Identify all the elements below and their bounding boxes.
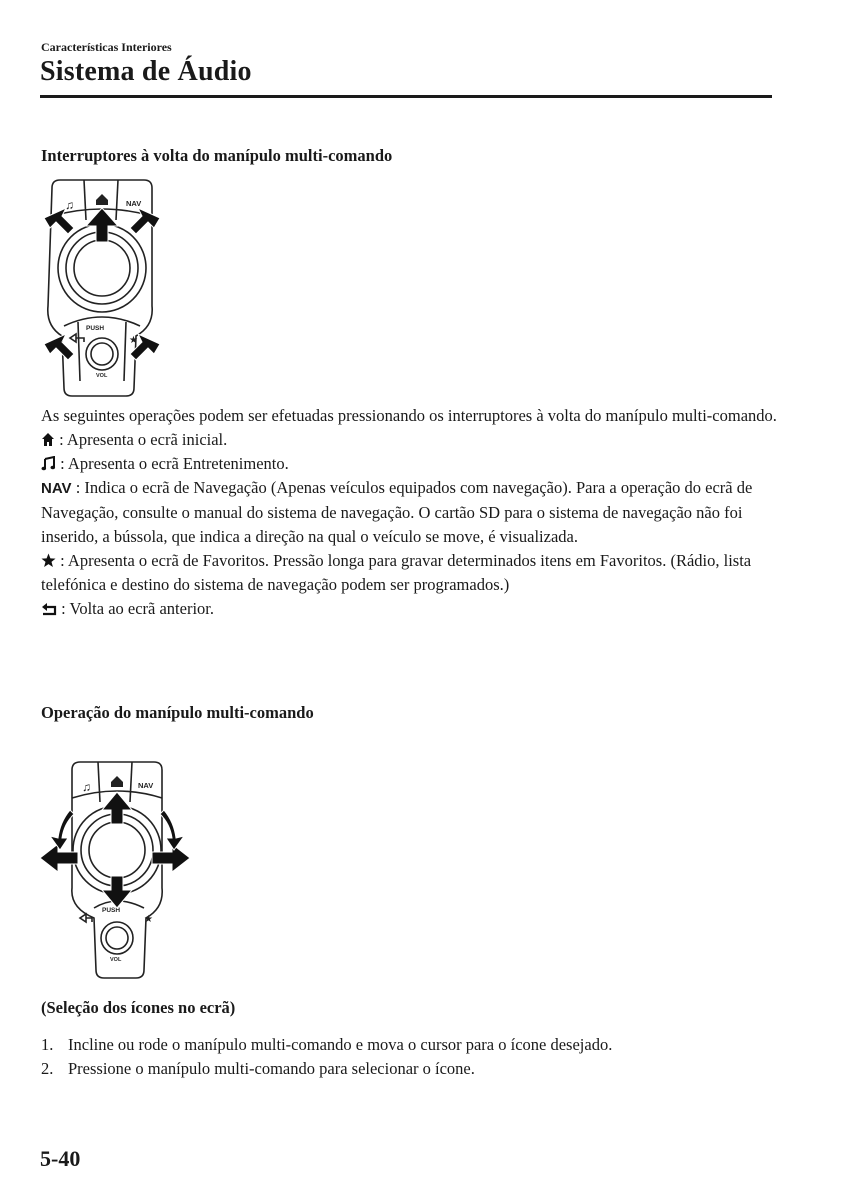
item-star bbox=[41, 549, 781, 597]
nav-icon: NAV bbox=[41, 480, 72, 497]
svg-text:♫: ♫ bbox=[82, 780, 91, 794]
step-number: 1. bbox=[41, 1035, 54, 1054]
step-text: Pressione o manípulo multi-comando para selecionar o ícone. bbox=[68, 1059, 475, 1078]
step-number: 2. bbox=[41, 1059, 54, 1078]
item-back bbox=[41, 597, 781, 621]
item-back-text: : Volta ao ecrã anterior. bbox=[61, 599, 214, 618]
item-music bbox=[41, 452, 781, 476]
section-heading-operation: Operação do manípulo multi-comando bbox=[41, 703, 314, 722]
vol-label: VOL bbox=[96, 373, 108, 379]
commander-operation-figure bbox=[34, 758, 194, 984]
svg-text:♫: ♫ bbox=[65, 198, 74, 212]
nav-button-label: NAV bbox=[126, 199, 142, 208]
section1-body bbox=[41, 404, 781, 621]
steps-list bbox=[41, 1033, 781, 1081]
section-label: Características Interiores bbox=[41, 40, 172, 54]
commander-switches-figure bbox=[34, 176, 174, 402]
back-arrow-icon bbox=[41, 602, 57, 616]
page-title: Sistema de Áudio bbox=[40, 56, 252, 87]
item-star-text: : Apresenta o ecrã de Favoritos. Pressão longa para gravar determinados itens em Favoritos. (Rádio, lista telefónica e destino do sistema de navegação podem ser programados.) bbox=[41, 551, 752, 594]
nav-button-label-2: NAV bbox=[138, 781, 154, 790]
svg-text:★: ★ bbox=[144, 914, 153, 925]
item-nav bbox=[41, 476, 781, 549]
music-note-icon bbox=[41, 456, 56, 471]
list-item bbox=[41, 1057, 781, 1081]
push-label: PUSH bbox=[86, 325, 105, 332]
item-music-text: : Apresenta o ecrã Entretenimento. bbox=[60, 454, 289, 473]
step-text: Incline ou rode o manípulo multi-comando e mova o cursor para o ícone desejado. bbox=[68, 1035, 613, 1054]
page-number: 5-40 bbox=[40, 1146, 81, 1171]
push-label-2: PUSH bbox=[102, 907, 121, 914]
star-icon bbox=[41, 553, 56, 568]
title-rule bbox=[40, 95, 772, 98]
item-home bbox=[41, 428, 781, 452]
item-nav-text: : Indica o ecrã de Navegação (Apenas veículos equipados com navegação). Para a operação do ecrã de Navegação, consulte o manual do sistema de navegação. O cartão SD para o sistema de navegação não foi inserido, a bússola, que indica a direção na qual o veículo se move, é visualizada. bbox=[41, 478, 753, 546]
subheading-icon-selection: (Seleção dos ícones no ecrã) bbox=[41, 998, 236, 1017]
section-heading-switches: Interruptores à volta do manípulo multi-comando bbox=[41, 146, 393, 165]
svg-text:★: ★ bbox=[129, 335, 138, 346]
vol-label-2: VOL bbox=[110, 957, 122, 963]
list-item bbox=[41, 1033, 781, 1057]
intro-paragraph: As seguintes operações podem ser efetuadas pressionando os interruptores à volta do manípulo multi-comando. bbox=[41, 406, 777, 425]
item-home-text: : Apresenta o ecrã inicial. bbox=[59, 430, 228, 449]
home-icon bbox=[41, 432, 55, 447]
